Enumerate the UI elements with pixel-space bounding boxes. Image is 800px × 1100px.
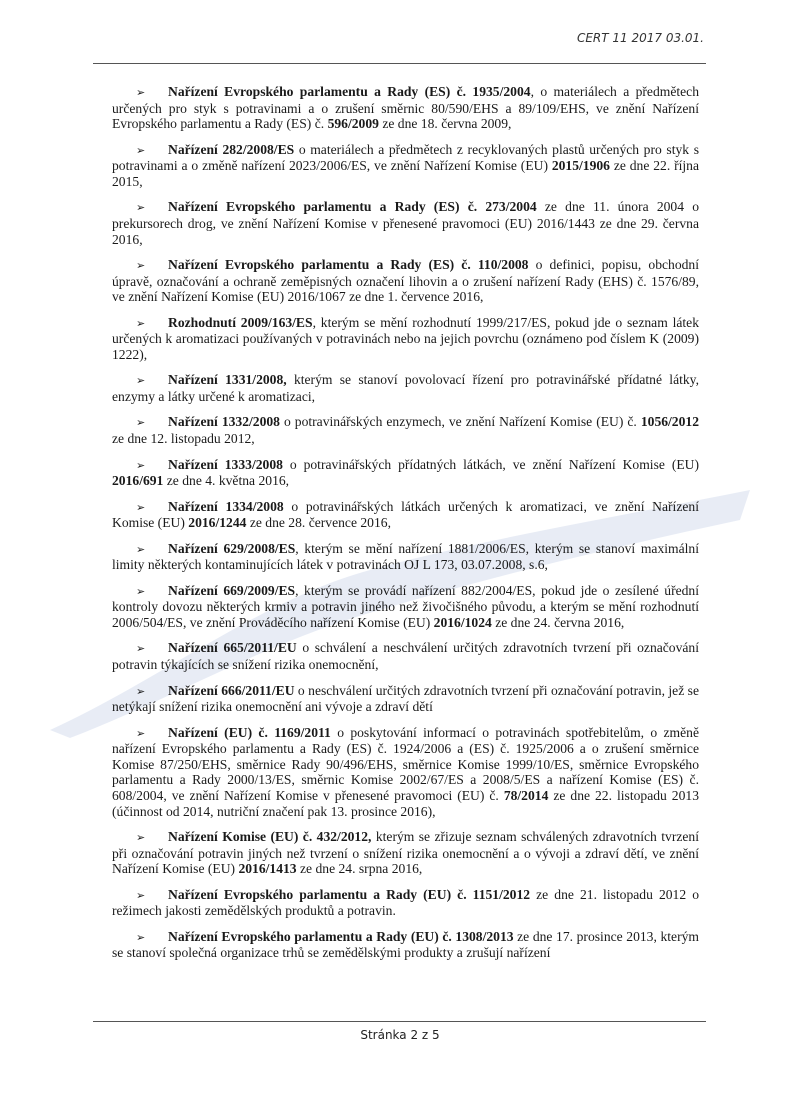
regulation-item (112, 725, 699, 820)
arrow-bullet-icon: ➢ (136, 542, 146, 556)
regulation-list (112, 84, 699, 971)
regulation-reference: Nařízení 1332/2008 (168, 414, 280, 430)
arrow-bullet-icon: ➢ (136, 374, 146, 388)
page-number: Stránka 2 z 5 (360, 1028, 440, 1042)
arrow-bullet-icon: ➢ (136, 86, 146, 99)
regulation-description: ze dne 11. února 2004 o prekursorech drog, ve znění Nařízení Komise v přenesené pravomoci (EU) 2016/1443 ze dne 29. června 2016, (112, 199, 699, 247)
regulation-description: ze dne 22. listopadu 2013 (účinnost od 2014, nutriční značení pak 13. prosince 2016), (112, 787, 699, 819)
regulation-reference: Nařízení 629/2008/ES (168, 540, 296, 556)
footer-divider (93, 1021, 706, 1022)
regulation-reference: Nařízení 282/2008/ES (168, 141, 295, 157)
regulation-reference: Nařízení 1331/2008, (168, 372, 287, 388)
regulation-item (112, 84, 699, 132)
regulation-item (112, 199, 699, 247)
arrow-bullet-icon: ➢ (136, 726, 146, 740)
arrow-bullet-icon: ➢ (136, 930, 146, 944)
arrow-bullet-icon: ➢ (136, 458, 146, 472)
regulation-reference: 2016/1413 (238, 861, 297, 877)
regulation-reference: 2015/1906 (551, 158, 610, 174)
regulation-description: ze dne 21. listopadu 2012 o režimech jakosti zemědělských produktů a potravin. (112, 886, 700, 919)
regulation-description: ze dne 24. srpna 2016, (296, 861, 423, 877)
regulation-reference: Nařízení Evropského parlamentu a Rady (ES) č. 1935/2004 (168, 84, 531, 99)
regulation-description: kterým se zřizuje seznam schválených zdravotních tvrzení při označování potravin jiných než tvrzení o snížení rizika onemocnění a o vývoji a zdraví dětí, ve znění Nařízení Komise (EU) (112, 829, 699, 877)
regulation-description: o potravinářských látkách určených k aromatizaci, ve znění Nařízení Komise (EU) (112, 498, 699, 531)
regulation-reference: Nařízení (EU) č. 1169/2011 (168, 724, 331, 740)
arrow-bullet-icon: ➢ (136, 684, 146, 698)
regulation-item (112, 887, 699, 919)
regulation-description: o potravinářských enzymech, ve znění Nařízení Komise (EU) č. (279, 414, 641, 430)
regulation-description: o materiálech a předmětech z recyklovaných plastů určených pro styk s potravinami a o změně nařízení 2023/2006/ES, ve znění Nařízení Komise (EU) (112, 141, 699, 174)
arrow-bullet-icon: ➢ (136, 888, 146, 902)
document-code-header: CERT 11 2017 03.01. (576, 31, 704, 45)
regulation-item (112, 829, 699, 877)
regulation-item (112, 315, 699, 363)
regulation-description: o potravinářských přídatných látkách, ve znění Nařízení Komise (EU) (282, 456, 699, 472)
regulation-description: ze dne 18. června 2009, (378, 116, 512, 132)
regulation-reference: 2016/691 (112, 473, 164, 489)
regulation-reference: Nařízení Evropského parlamentu a Rady (EU) č. 1151/2012 (168, 886, 531, 902)
regulation-item (112, 929, 699, 961)
regulation-reference: 78/2014 (503, 787, 549, 803)
regulation-reference: Nařízení Evropského parlamentu a Rady (EU) č. 1308/2013 (168, 928, 514, 944)
regulation-item (112, 640, 699, 672)
regulation-reference: Nařízení Evropského parlamentu a Rady (ES) č. 273/2004 (168, 199, 537, 215)
arrow-bullet-icon: ➢ (136, 500, 146, 514)
regulation-description: , kterým se provádí nařízení 882/2004/ES, pokud jde o zesílené úřední kontroly dovozu některých krmiv a potravin jiného než živočišného původu, a kterým se mění rozhodnutí 2006/504/ES, ve znění Prováděcího nařízení Komise (EU) (112, 582, 699, 630)
arrow-bullet-icon: ➢ (136, 143, 146, 157)
regulation-reference: 2016/1244 (188, 515, 247, 531)
regulation-description: ze dne 22. října 2015, (112, 158, 699, 189)
regulation-reference: 596/2009 (327, 116, 379, 132)
arrow-bullet-icon: ➢ (136, 584, 146, 598)
regulation-description: , o materiálech a předmětech určených pro styk s potravinami a o zrušení směrnic 80/590/EHS a 89/109/EHS, ve znění Nařízení Evropského parlamentu a Rady (ES) č. (112, 84, 700, 132)
regulation-item (112, 414, 699, 446)
regulation-reference: Nařízení 666/2011/EU (168, 682, 295, 698)
regulation-description: , kterým se mění rozhodnutí 1999/217/ES, pokud jde o seznam látek určených k aromatizaci používaných v potravinách nebo na jejich povrchu (oznámeno pod číslem K (2009) 1222), (112, 314, 700, 362)
regulation-reference: Nařízení 1333/2008 (168, 456, 283, 472)
regulation-description: ze dne 12. listopadu 2012, (112, 431, 255, 447)
regulation-description: o schválení a neschválení určitých zdravotních tvrzení při označování potravin týkajících se snížení rizika onemocnění, (112, 640, 700, 673)
regulation-item (112, 541, 699, 573)
regulation-description: kterým se stanoví povolovací řízení pro potravinářské přídatné látky, enzymy a látky určené k aromatizaci, (112, 372, 699, 404)
regulation-description: ze dne 28. července 2016, (246, 515, 391, 531)
regulation-item (112, 372, 699, 404)
regulation-description: ze dne 24. června 2016, (491, 614, 625, 630)
regulation-item (112, 457, 699, 489)
regulation-description: o definici, popisu, obchodní úpravě, označování a ochraně zeměpisných označení lihovin a o zrušení nařízení Rady (EHS) č. 1576/89, ve znění Nařízení Komise (EU) 2016/1067 ze dne 1. července 2016, (112, 257, 699, 305)
regulation-item (112, 583, 699, 631)
regulation-item (112, 683, 699, 715)
header-divider (93, 63, 706, 64)
regulation-description: ze dne 4. května 2016, (163, 473, 290, 489)
regulation-reference: Rozhodnutí 2009/163/ES (168, 314, 313, 330)
arrow-bullet-icon: ➢ (136, 316, 146, 330)
regulation-item (112, 142, 699, 190)
regulation-reference: Nařízení 1334/2008 (168, 498, 284, 514)
regulation-description: o poskytování informací o potravinách spotřebitelům, o změně nařízení Evropského parlamentu a Rady (ES) č. 1924/2006 a (ES) č. 1925/2006 a o zrušení směrnice Komise 87/250/EHS, směrnice Rady 90/496/EHS, směrnice Komise 1999/10/ES, směrnice Evropského parlamentu a Rady 2000/13/ES, směrnic Komise 2002/67/ES a 2008/5/ES a nařízení Komise (ES) č. 608/2004, ve znění Nařízení Komise v přenesené pravomoci (EU) č. (112, 724, 699, 803)
regulation-reference: Nařízení 665/2011/EU (168, 640, 297, 656)
arrow-bullet-icon: ➢ (136, 416, 146, 430)
regulation-reference: Nařízení Evropského parlamentu a Rady (ES) č. 110/2008 (168, 257, 529, 273)
regulation-item (112, 257, 699, 305)
regulation-description: , kterým se mění nařízení 1881/2006/ES, kterým se stanoví maximální limity některých kontaminujících látek v potravinách OJ L 173, 03.07.2008, s.6, (112, 540, 699, 573)
regulation-description: o neschválení určitých zdravotních tvrzení při označování potravin, jež se netýkají snížení rizika onemocnění ani vývoje a zdraví dětí (112, 682, 699, 715)
regulation-reference: 2016/1024 (433, 614, 492, 630)
regulation-reference: 1056/2012 (640, 414, 699, 430)
arrow-bullet-icon: ➢ (136, 201, 146, 215)
regulation-description: ze dne 17. prosince 2013, kterým se stanoví společná organizace trhů se zemědělskými produkty a zrušují nařízení (112, 928, 699, 961)
regulation-reference: Nařízení Komise (EU) č. 432/2012, (168, 829, 372, 845)
regulation-item (112, 499, 699, 531)
regulation-reference: Nařízení 669/2009/ES (168, 582, 296, 598)
arrow-bullet-icon: ➢ (136, 259, 146, 273)
arrow-bullet-icon: ➢ (136, 642, 146, 656)
arrow-bullet-icon: ➢ (136, 831, 146, 845)
